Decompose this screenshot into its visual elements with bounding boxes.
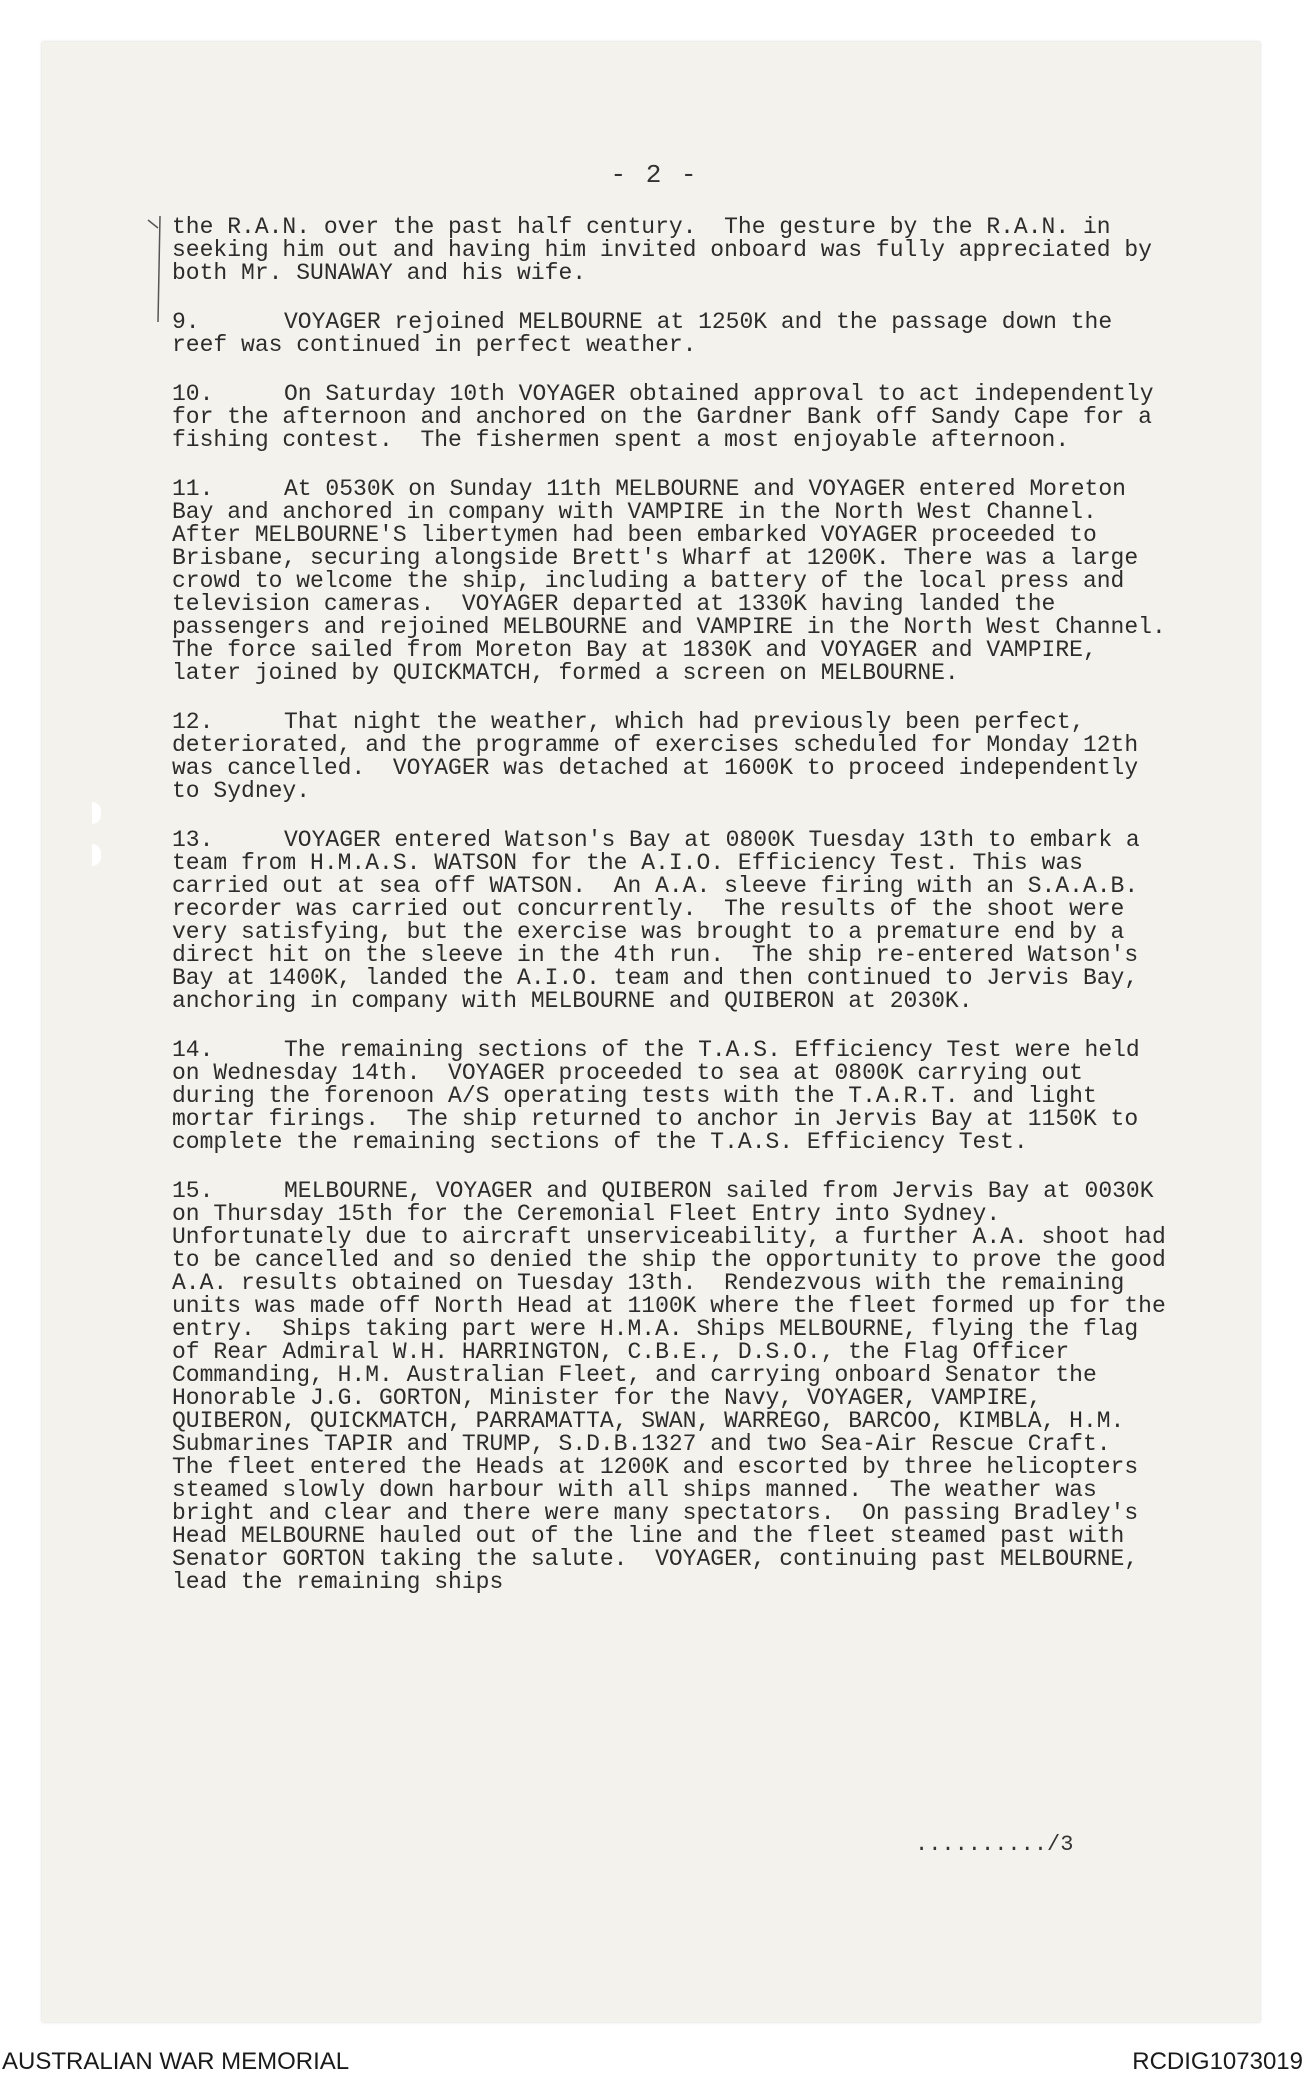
paragraph-number: 12. [172,709,214,735]
paragraph-number: 13. [172,827,214,853]
paragraph-number: 11. [172,476,214,502]
paragraph-text: The remaining sections of the T.A.S. Efficiency Test were held on Wednesday 14th. VOYAGER proceeded to sea at 0800K carrying out during the forenoon A/S operating tests with the T.A.R.T. and light mortar firings. The ship returned to anchor in Jervis Bay at 1150K to complete the remaining sections of the T.A.S. Efficiency Test. [172,1037,1154,1155]
archive-id: RCDIG1073019 [1132,2048,1303,2075]
paragraph-number: 15. [172,1178,214,1204]
paragraph-14 [172,1039,1172,1154]
paragraph-11 [172,476,1194,686]
handwritten-margin-mark [146,214,166,324]
paragraph-number: 9. [172,309,200,335]
paragraph-9 [172,311,1172,357]
document-body [172,214,1194,1620]
paragraph-number: 14. [172,1037,214,1063]
archive-footer [0,2036,1309,2082]
page-number: - 2 - [610,160,699,190]
continuation-marker: ........../3 [915,1832,1074,1857]
paragraph-13 [172,829,1172,1013]
paragraph-text: At 0530K on Sunday 11th MELBOURNE and VOYAGER entered Moreton Bay and anchored in company with VAMPIRE in the North West Channel. After MELBOURNE'S libertymen had been embarked VOYAGER proceeded to Brisbane, securing alongside Brett's Wharf at 1200K. There was a large crowd to welcome the ship, including a battery of the local press and television cameras. VOYAGER departed at 1330K having landed the passengers and rejoined MELBOURNE and VAMPIRE in the North West Channel. The force sailed from Moreton Bay at 1830K and VOYAGER and VAMPIRE, later joined by QUICKMATCH, formed a screen on MELBOURNE. [172,476,1194,686]
paragraph-15 [172,1178,1180,1595]
paragraph-text: the R.A.N. over the past half century. The gesture by the R.A.N. in seeking him out and having him invited onboard was fully appreciated by both Mr. SUNAWAY and his wife. [172,214,1166,286]
paragraph-number: 10. [172,381,214,407]
punch-hole [92,802,101,824]
punch-hole [92,844,101,866]
paragraph-text: MELBOURNE, VOYAGER and QUIBERON sailed from Jervis Bay at 0030K on Thursday 15th for the Ceremonial Fleet Entry into Sydney. Unfortunately due to aircraft unserviceability, a further A.A. shoot had to be cancelled and so denied the ship the opportunity to prove the good A.A. results obtained on Tuesday 13th. Rendezvous with the remaining units was made off North Head at 1100K where the fleet formed up for the entry. Ships taking part were H.M.A. Ships MELBOURNE, flying the flag of Rear Admiral W.H. HARRINGTON, C.B.E., D.S.O., the Flag Officer Commanding, H.M. Australian Fleet, and carrying onboard Senator the Honorable J.G. GORTON, Minister for the Navy, VOYAGER, VAMPIRE, QUIBERON, QUICKMATCH, PARRAMATTA, SWAN, WARREGO, BARCOO, KIMBLA, H.M. Submarines TAPIR and TRUMP, S.D.B.1327 and two Sea-Air Rescue Craft. The fleet entered the Heads at 1200K and escorted by three helicopters steamed slowly down harbour with all ships manned. The weather was bright and clear and there were many spectators. On passing Bradley's Head MELBOURNE hauled out of the line and the fleet steamed past with Senator GORTON taking the salute. VOYAGER, continuing past MELBOURNE, lead the remaining ships [172,1178,1180,1595]
paragraph-12 [172,711,1172,803]
paragraph-10 [172,383,1172,452]
paragraph-text: That night the weather, which had previously been perfect, deteriorated, and the programme of exercises scheduled for Monday 12th was cancelled. VOYAGER was detached at 1600K to proceed independently to Sydney. [172,709,1152,804]
paragraph-text: On Saturday 10th VOYAGER obtained approval to act independently for the afternoon and anchored on the Gardner Bank off Sandy Cape for a fishing contest. The fishermen spent a most enjoyable afternoon. [172,381,1168,453]
paragraph-continued [172,216,1172,285]
archive-name: AUSTRALIAN WAR MEMORIAL [2,2048,350,2075]
paragraph-text: VOYAGER entered Watson's Bay at 0800K Tuesday 13th to embark a team from H.M.A.S. WATSON for the A.I.O. Efficiency Test. This was carried out at sea off WATSON. An A.A. sleeve firing with an S.A.A.B. recorder was carried out concurrently. The results of the shoot were very satisfying, but the exercise was brought to a premature end by a direct hit on the sleeve in the 4th run. The ship re-entered Watson's Bay at 1400K, landed the A.I.O. team and then continued to Jervis Bay, anchoring in company with MELBOURNE and QUIBERON at 2030K. [172,827,1154,1014]
paragraph-text: VOYAGER rejoined MELBOURNE at 1250K and the passage down the reef was continued in perfect weather. [172,309,1126,358]
